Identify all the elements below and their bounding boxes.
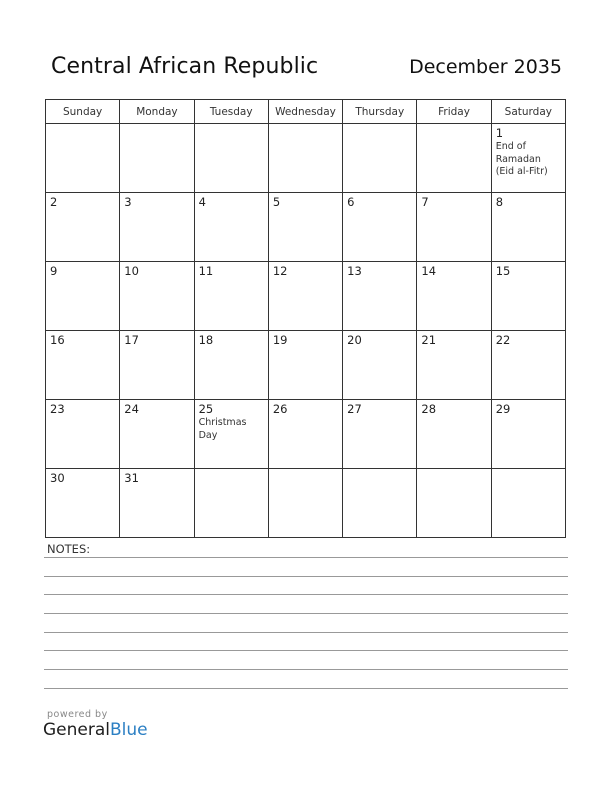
day-cell-14 <box>417 262 491 331</box>
day-number: 2 <box>50 195 58 209</box>
month-year-title: December 2035 <box>409 56 562 78</box>
empty-day-cell <box>343 124 417 193</box>
day-number: 12 <box>272 264 288 278</box>
day-number: 7 <box>421 195 429 209</box>
week-row <box>46 124 566 193</box>
logo-general-text: General <box>43 720 110 740</box>
day-number: 22 <box>495 333 511 347</box>
day-cell-23 <box>46 400 120 469</box>
empty-day-cell <box>194 469 268 538</box>
day-number: 13 <box>347 264 362 278</box>
day-number: 25 <box>198 402 214 416</box>
empty-day-cell <box>417 124 491 193</box>
day-number: 30 <box>50 471 65 485</box>
notes-label: NOTES: <box>47 542 91 556</box>
day-number: 21 <box>421 333 437 347</box>
day-number: 9 <box>50 264 58 278</box>
day-number: 31 <box>124 471 139 485</box>
logo-blue-text: Blue <box>110 720 148 740</box>
calendar-grid <box>45 99 566 538</box>
day-cell-29 <box>491 400 565 469</box>
day-cell-5 <box>268 193 342 262</box>
generalblue-logo[interactable] <box>43 720 148 740</box>
day-number: 26 <box>272 402 288 416</box>
empty-day-cell <box>343 469 417 538</box>
day-number: 6 <box>347 195 355 209</box>
empty-day-cell <box>194 124 268 193</box>
note-line <box>44 669 568 670</box>
day-cell-28 <box>417 400 491 469</box>
day-number: 10 <box>124 264 139 278</box>
weekday-saturday: Saturday <box>491 100 565 124</box>
holiday-label: End of Ramadan (Eid al-Fitr) <box>495 141 548 177</box>
week-row <box>46 193 566 262</box>
week-row <box>46 331 566 400</box>
note-line <box>44 576 568 577</box>
empty-day-cell <box>491 469 565 538</box>
day-number: 20 <box>347 333 362 347</box>
day-cell-24 <box>120 400 194 469</box>
day-number: 23 <box>50 402 65 416</box>
day-number: 1 <box>495 126 504 140</box>
note-line <box>44 632 568 633</box>
day-number: 15 <box>495 264 511 278</box>
week-row <box>46 469 566 538</box>
week-row <box>46 400 566 469</box>
day-number: 16 <box>50 333 65 347</box>
day-cell-31 <box>120 469 194 538</box>
day-cell-8 <box>491 193 565 262</box>
weekday-thursday: Thursday <box>343 100 417 124</box>
day-cell-15 <box>491 262 565 331</box>
weekday-tuesday: Tuesday <box>194 100 268 124</box>
weekday-sunday: Sunday <box>46 100 120 124</box>
day-cell-3 <box>120 193 194 262</box>
day-cell-9 <box>46 262 120 331</box>
day-number: 3 <box>124 195 132 209</box>
empty-day-cell <box>268 469 342 538</box>
empty-day-cell <box>120 124 194 193</box>
day-number: 18 <box>198 333 214 347</box>
day-cell-20 <box>343 331 417 400</box>
weekday-monday: Monday <box>120 100 194 124</box>
weekday-header-row <box>46 100 566 124</box>
day-number: 17 <box>124 333 139 347</box>
day-cell-18 <box>194 331 268 400</box>
day-cell-21 <box>417 331 491 400</box>
note-line <box>44 650 568 651</box>
week-row <box>46 262 566 331</box>
day-number: 4 <box>198 195 206 209</box>
day-number: 5 <box>272 195 281 209</box>
weekday-wednesday: Wednesday <box>268 100 342 124</box>
day-number: 14 <box>421 264 437 278</box>
day-cell-2 <box>46 193 120 262</box>
day-cell-7 <box>417 193 491 262</box>
day-number: 11 <box>198 264 214 278</box>
note-line <box>44 613 568 614</box>
day-cell-11 <box>194 262 268 331</box>
day-cell-6 <box>343 193 417 262</box>
day-number: 19 <box>272 333 288 347</box>
day-number: 27 <box>347 402 362 416</box>
empty-day-cell <box>417 469 491 538</box>
day-cell-25 <box>194 400 268 469</box>
empty-day-cell <box>268 124 342 193</box>
note-line <box>44 688 568 689</box>
day-cell-22 <box>491 331 565 400</box>
note-line <box>44 594 568 595</box>
powered-by-text: powered by <box>47 709 108 720</box>
day-number: 8 <box>495 195 504 209</box>
day-cell-12 <box>268 262 342 331</box>
day-cell-1 <box>491 124 565 193</box>
holiday-label: Christmas Day <box>198 417 247 441</box>
day-number: 29 <box>495 402 511 416</box>
day-cell-17 <box>120 331 194 400</box>
day-cell-19 <box>268 331 342 400</box>
day-cell-26 <box>268 400 342 469</box>
country-title: Central African Republic <box>51 54 319 79</box>
note-line <box>44 557 568 558</box>
empty-day-cell <box>46 124 120 193</box>
day-cell-30 <box>46 469 120 538</box>
day-cell-4 <box>194 193 268 262</box>
day-number: 24 <box>124 402 139 416</box>
calendar-body <box>46 124 566 538</box>
day-number: 28 <box>421 402 437 416</box>
weekday-friday: Friday <box>417 100 491 124</box>
day-cell-10 <box>120 262 194 331</box>
day-cell-27 <box>343 400 417 469</box>
day-cell-13 <box>343 262 417 331</box>
day-cell-16 <box>46 331 120 400</box>
